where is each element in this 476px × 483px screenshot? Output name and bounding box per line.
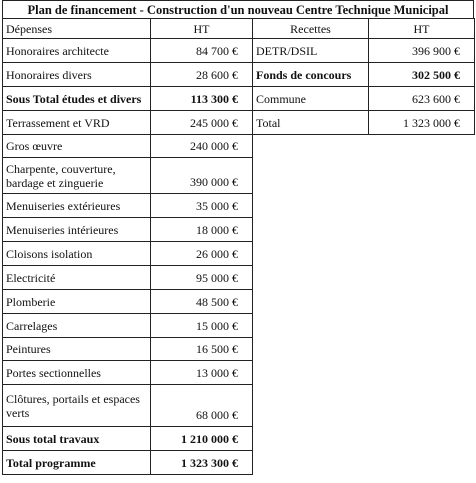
expense-amount: 13 000 € [151, 361, 253, 385]
expense-amount: 240 000 € [151, 135, 253, 158]
expense-label: Charpente, couverture, bardage et zinguerie [3, 158, 151, 194]
expense-label: Terrassement et VRD [3, 111, 151, 135]
expense-label: Honoraires divers [3, 63, 151, 87]
expense-amount: 35 000 € [151, 194, 253, 218]
table-row [3, 194, 475, 218]
expense-label: Cloisons isolation [3, 242, 151, 266]
table-row [3, 290, 475, 314]
revenue-amount: 302 500 € [369, 63, 475, 87]
table-row [3, 111, 475, 135]
table-row [3, 338, 475, 361]
revenue-label: Commune [253, 87, 369, 111]
expense-label: Clôtures, portails et espaces verts [3, 385, 151, 427]
header-ht-recettes: HT [369, 19, 475, 39]
revenue-label: Fonds de concours [253, 63, 369, 87]
revenue-label: DETR/DSIL [253, 39, 369, 63]
expense-amount: 16 500 € [151, 338, 253, 361]
table-row [3, 158, 475, 194]
expense-label: Sous Total études et divers [3, 87, 151, 111]
expense-amount: 245 000 € [151, 111, 253, 135]
table-row [3, 361, 475, 385]
expense-amount: 95 000 € [151, 266, 253, 290]
header-ht-depenses: HT [151, 19, 253, 39]
header-row [3, 19, 475, 39]
expense-amount: 1 323 300 € [151, 451, 253, 475]
revenue-amount: 396 900 € [369, 39, 475, 63]
revenue-amount: 1 323 000 € [369, 111, 475, 135]
expense-amount: 48 500 € [151, 290, 253, 314]
expense-amount: 28 600 € [151, 63, 253, 87]
expense-amount: 68 000 € [151, 385, 253, 427]
expense-amount: 84 700 € [151, 39, 253, 63]
table-row [3, 63, 475, 87]
expense-label: Plomberie [3, 290, 151, 314]
revenue-amount: 623 600 € [369, 87, 475, 111]
header-depenses: Dépenses [3, 19, 151, 39]
expense-amount: 390 000 € [151, 158, 253, 194]
table-title: Plan de financement - Construction d'un nouveau Centre Technique Municipal [2, 0, 474, 19]
expense-amount: 1 210 000 € [151, 427, 253, 451]
expense-label: Carrelages [3, 314, 151, 338]
expense-amount: 113 300 € [151, 87, 253, 111]
header-recettes: Recettes [253, 19, 369, 39]
table-row [3, 385, 475, 427]
expense-label: Portes sectionnelles [3, 361, 151, 385]
expense-amount: 18 000 € [151, 218, 253, 242]
expense-amount: 15 000 € [151, 314, 253, 338]
table-row [3, 135, 475, 158]
expense-label: Sous total travaux [3, 427, 151, 451]
table-row [3, 451, 475, 475]
financing-table [2, 18, 475, 475]
expense-label: Peintures [3, 338, 151, 361]
table-row [3, 314, 475, 338]
expense-amount: 26 000 € [151, 242, 253, 266]
table-row [3, 87, 475, 111]
table-row [3, 242, 475, 266]
expense-label: Total programme [3, 451, 151, 475]
table-row [3, 39, 475, 63]
expense-label: Honoraires architecte [3, 39, 151, 63]
revenue-label: Total [253, 111, 369, 135]
expense-label: Electricité [3, 266, 151, 290]
expense-label: Menuiseries intérieures [3, 218, 151, 242]
table-row [3, 218, 475, 242]
expense-label: Gros œuvre [3, 135, 151, 158]
table-row [3, 427, 475, 451]
expense-label: Menuiseries extérieures [3, 194, 151, 218]
table-row [3, 266, 475, 290]
